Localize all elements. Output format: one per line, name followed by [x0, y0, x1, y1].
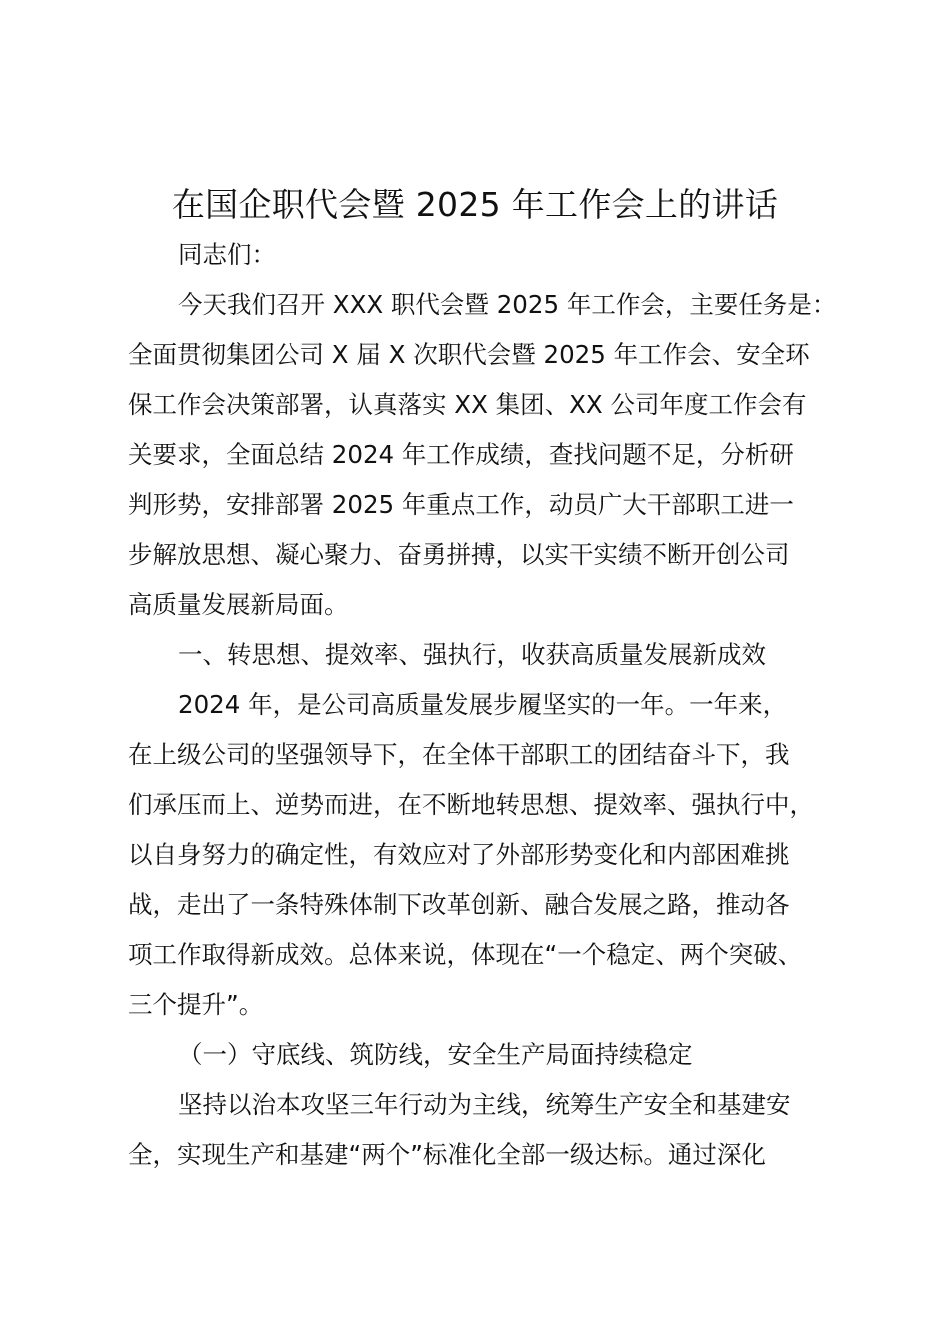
- body-line: 三个提升”。: [128, 990, 264, 1019]
- body-line: 2024 年，是公司高质量发展步履坚实的一年。一年来，: [178, 690, 788, 719]
- body-line: 高质量发展新局面。: [128, 590, 349, 619]
- body-line: 战，走出了一条特殊体制下改革创新、融合发展之路，推动各: [128, 890, 790, 919]
- body-line: 们承压而上、逆势而进，在不断地转思想、提效率、强执行中，: [128, 790, 814, 819]
- body-line: 全面贯彻集团公司 X 届 X 次职代会暨 2025 年工作会、安全环: [128, 340, 810, 369]
- body-line: 关要求，全面总结 2024 年工作成绩，查找问题不足，分析研: [128, 440, 794, 469]
- body-line: 判形势，安排部署 2025 年重点工作，动员广大干部职工进一: [128, 490, 794, 519]
- body-line: 今天我们召开 XXX 职代会暨 2025 年工作会，主要任务是：: [178, 290, 837, 319]
- body-line: 同志们：: [178, 240, 276, 269]
- document-body: [128, 230, 868, 1180]
- body-line: （一）守底线、筑防线，安全生产局面持续稳定: [178, 1040, 693, 1069]
- body-line: 全，实现生产和基建“两个”标准化全部一级达标。通过深化: [128, 1140, 766, 1169]
- body-line: 坚持以治本攻坚三年行动为主线，统筹生产安全和基建安: [178, 1090, 791, 1119]
- body-line: 在上级公司的坚强领导下，在全体干部职工的团结奋斗下，我: [128, 740, 790, 769]
- document-title: 在国企职代会暨 2025 年工作会上的讲话: [171, 185, 779, 224]
- body-line: 以自身努力的确定性，有效应对了外部形势变化和内部困难挑: [128, 840, 790, 869]
- body-line: 一、转思想、提效率、强执行，收获高质量发展新成效: [178, 640, 766, 669]
- body-line: 保工作会决策部署，认真落实 XX 集团、XX 公司年度工作会有: [128, 390, 807, 419]
- body-line: 项工作取得新成效。总体来说，体现在“一个稳定、两个突破、: [128, 940, 803, 969]
- body-line: 步解放思想、凝心聚力、奋勇拼搏，以实干实绩不断开创公司: [128, 540, 790, 569]
